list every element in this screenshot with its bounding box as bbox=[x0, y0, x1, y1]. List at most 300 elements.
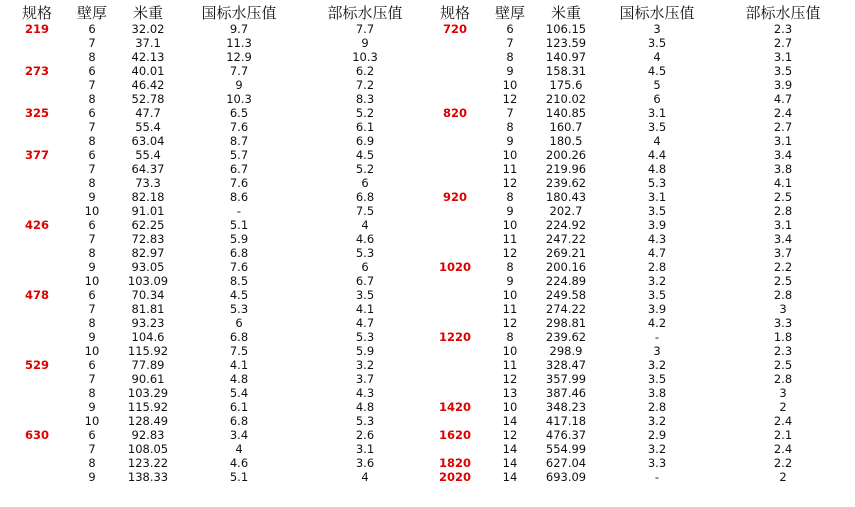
meter-weight-cell: 52.78 bbox=[131, 92, 165, 106]
wall-thickness-cell: 7 bbox=[88, 442, 96, 456]
meter-weight-cell: 103.29 bbox=[127, 386, 169, 400]
national-pressure-cell: 5.3 bbox=[229, 302, 249, 316]
meter-weight-cell: 158.31 bbox=[545, 64, 587, 78]
meter-weight-cell: 115.92 bbox=[127, 400, 169, 414]
ministry-pressure-cell: 3.4 bbox=[773, 148, 793, 162]
meter-weight-cell: 108.05 bbox=[127, 442, 169, 456]
meter-weight-cell: 40.01 bbox=[131, 64, 165, 78]
ministry-pressure-cell: 2.4 bbox=[773, 106, 793, 120]
meter-weight-cell: 693.09 bbox=[545, 470, 587, 484]
ministry-pressure-cell: 7.5 bbox=[355, 204, 375, 218]
meter-weight-cell: 63.04 bbox=[131, 134, 165, 148]
ministry-pressure-cell: 6.1 bbox=[355, 120, 375, 134]
meter-weight-cell: 47.7 bbox=[135, 106, 161, 120]
meter-weight-cell: 55.4 bbox=[135, 148, 161, 162]
meter-weight-cell: 37.1 bbox=[135, 36, 161, 50]
wall-thickness-cell: 9 bbox=[506, 134, 514, 148]
national-pressure-cell: 3.2 bbox=[647, 442, 667, 456]
wall-thickness-cell: 6 bbox=[88, 428, 96, 442]
wall-thickness-cell: 12 bbox=[502, 176, 518, 190]
table-row bbox=[0, 470, 420, 484]
meter-weight-cell: 93.23 bbox=[131, 316, 165, 330]
wall-thickness-cell: 14 bbox=[502, 470, 518, 484]
table-row bbox=[0, 50, 420, 64]
ministry-pressure-cell: 3.7 bbox=[355, 372, 375, 386]
wall-thickness-cell: 8 bbox=[88, 246, 96, 260]
header-ministry-pressure: 部标水压值 bbox=[745, 4, 821, 22]
table-row bbox=[0, 162, 420, 176]
wall-thickness-cell: 6 bbox=[88, 218, 96, 232]
table-row bbox=[418, 358, 855, 372]
ministry-pressure-cell: 5.2 bbox=[355, 106, 375, 120]
ministry-pressure-cell: 4.3 bbox=[355, 386, 375, 400]
ministry-pressure-cell: 3.2 bbox=[355, 358, 375, 372]
meter-weight-cell: 103.09 bbox=[127, 274, 169, 288]
table-row bbox=[0, 190, 420, 204]
ministry-pressure-cell: 2.4 bbox=[773, 442, 793, 456]
meter-weight-cell: 298.81 bbox=[545, 316, 587, 330]
wall-thickness-cell: 14 bbox=[502, 414, 518, 428]
ministry-pressure-cell: 4.7 bbox=[773, 92, 793, 106]
ministry-pressure-cell: 2.2 bbox=[773, 260, 793, 274]
meter-weight-cell: 160.7 bbox=[549, 120, 583, 134]
national-pressure-cell: 4.5 bbox=[229, 288, 249, 302]
table-row bbox=[418, 316, 855, 330]
national-pressure-cell: 3.4 bbox=[229, 428, 249, 442]
national-pressure-cell: 4.4 bbox=[647, 148, 667, 162]
wall-thickness-cell: 8 bbox=[88, 456, 96, 470]
table-row bbox=[0, 92, 420, 106]
national-pressure-cell: 5 bbox=[653, 78, 661, 92]
meter-weight-cell: 104.6 bbox=[131, 330, 165, 344]
ministry-pressure-cell: 2.3 bbox=[773, 22, 793, 36]
table-row bbox=[0, 232, 420, 246]
national-pressure-cell: 6.8 bbox=[229, 246, 249, 260]
meter-weight-cell: 387.46 bbox=[545, 386, 587, 400]
national-pressure-cell: 3.1 bbox=[647, 106, 667, 120]
header-spec: 规格 bbox=[21, 4, 53, 22]
left-header-row bbox=[0, 0, 420, 22]
meter-weight-cell: 32.02 bbox=[131, 22, 165, 36]
meter-weight-cell: 417.18 bbox=[545, 414, 587, 428]
table-row bbox=[0, 442, 420, 456]
table-row bbox=[418, 260, 855, 274]
national-pressure-cell: 3.5 bbox=[647, 288, 667, 302]
wall-thickness-cell: 10 bbox=[502, 288, 518, 302]
wall-thickness-cell: 6 bbox=[506, 22, 514, 36]
table-row bbox=[418, 400, 855, 414]
table-row bbox=[0, 120, 420, 134]
table-row bbox=[0, 316, 420, 330]
table-row bbox=[418, 190, 855, 204]
national-pressure-cell: 11.3 bbox=[226, 36, 252, 50]
ministry-pressure-cell: 2.7 bbox=[773, 120, 793, 134]
meter-weight-cell: 328.47 bbox=[545, 358, 587, 372]
meter-weight-cell: 123.22 bbox=[127, 456, 169, 470]
table-row bbox=[418, 22, 855, 36]
table-row bbox=[0, 456, 420, 470]
meter-weight-cell: 42.13 bbox=[131, 50, 165, 64]
meter-weight-cell: 298.9 bbox=[549, 344, 583, 358]
spec-cell: 325 bbox=[24, 106, 50, 120]
meter-weight-cell: 138.33 bbox=[127, 470, 169, 484]
wall-thickness-cell: 10 bbox=[502, 148, 518, 162]
national-pressure-cell: 3.5 bbox=[647, 36, 667, 50]
meter-weight-cell: 476.37 bbox=[545, 428, 587, 442]
wall-thickness-cell: 9 bbox=[506, 274, 514, 288]
spec-cell: 1420 bbox=[438, 400, 472, 414]
national-pressure-cell: 8.7 bbox=[229, 134, 249, 148]
national-pressure-cell: 2.8 bbox=[647, 260, 667, 274]
table-row bbox=[0, 400, 420, 414]
table-row bbox=[418, 78, 855, 92]
ministry-pressure-cell: 3.8 bbox=[773, 162, 793, 176]
ministry-pressure-cell: 3.6 bbox=[355, 456, 375, 470]
meter-weight-cell: 128.49 bbox=[127, 414, 169, 428]
ministry-pressure-cell: 3.1 bbox=[773, 50, 793, 64]
ministry-pressure-cell: 3 bbox=[779, 386, 787, 400]
table-row bbox=[0, 134, 420, 148]
wall-thickness-cell: 8 bbox=[506, 50, 514, 64]
table-row bbox=[418, 134, 855, 148]
wall-thickness-cell: 9 bbox=[88, 330, 96, 344]
table-row bbox=[418, 470, 855, 484]
spec-cell: 377 bbox=[24, 148, 50, 162]
table-row bbox=[0, 218, 420, 232]
table-row bbox=[0, 372, 420, 386]
meter-weight-cell: 115.92 bbox=[127, 344, 169, 358]
national-pressure-cell: 5.9 bbox=[229, 232, 249, 246]
wall-thickness-cell: 9 bbox=[88, 400, 96, 414]
spec-cell: 1820 bbox=[438, 456, 472, 470]
national-pressure-cell: 7.7 bbox=[229, 64, 249, 78]
national-pressure-cell: 3.2 bbox=[647, 358, 667, 372]
ministry-pressure-cell: 5.3 bbox=[355, 414, 375, 428]
table-row bbox=[0, 274, 420, 288]
national-pressure-cell: 2.8 bbox=[647, 400, 667, 414]
meter-weight-cell: 627.04 bbox=[545, 456, 587, 470]
table-row bbox=[0, 344, 420, 358]
header-meter-weight: 米重 bbox=[132, 4, 164, 22]
spec-cell: 529 bbox=[24, 358, 50, 372]
national-pressure-cell: 7.6 bbox=[229, 176, 249, 190]
ministry-pressure-cell: 3.9 bbox=[773, 78, 793, 92]
national-pressure-cell: 5.1 bbox=[229, 218, 249, 232]
ministry-pressure-cell: 3 bbox=[779, 302, 787, 316]
wall-thickness-cell: 7 bbox=[88, 120, 96, 134]
wall-thickness-cell: 6 bbox=[88, 22, 96, 36]
table-row bbox=[418, 330, 855, 344]
header-national-pressure: 国标水压值 bbox=[201, 4, 277, 22]
ministry-pressure-cell: 6.9 bbox=[355, 134, 375, 148]
table-row bbox=[418, 204, 855, 218]
ministry-pressure-cell: 2.5 bbox=[773, 358, 793, 372]
wall-thickness-cell: 14 bbox=[502, 442, 518, 456]
right-header-row bbox=[418, 0, 855, 22]
spec-cell: 920 bbox=[442, 190, 468, 204]
ministry-pressure-cell: 4.7 bbox=[355, 316, 375, 330]
table-row bbox=[418, 302, 855, 316]
meter-weight-cell: 180.43 bbox=[545, 190, 587, 204]
wall-thickness-cell: 9 bbox=[506, 204, 514, 218]
wall-thickness-cell: 9 bbox=[88, 470, 96, 484]
ministry-pressure-cell: 10.3 bbox=[352, 50, 378, 64]
table-row bbox=[0, 106, 420, 120]
ministry-pressure-cell: 5.9 bbox=[355, 344, 375, 358]
national-pressure-cell: 3.1 bbox=[647, 190, 667, 204]
ministry-pressure-cell: 7.7 bbox=[355, 22, 375, 36]
ministry-pressure-cell: 6 bbox=[361, 176, 369, 190]
wall-thickness-cell: 8 bbox=[88, 316, 96, 330]
wall-thickness-cell: 10 bbox=[502, 344, 518, 358]
wall-thickness-cell: 8 bbox=[88, 134, 96, 148]
national-pressure-cell: - bbox=[236, 204, 242, 218]
national-pressure-cell: 10.3 bbox=[226, 92, 252, 106]
wall-thickness-cell: 8 bbox=[506, 330, 514, 344]
wall-thickness-cell: 6 bbox=[88, 148, 96, 162]
ministry-pressure-cell: 4.6 bbox=[355, 232, 375, 246]
national-pressure-cell: 4.2 bbox=[647, 316, 667, 330]
national-pressure-cell: 4.3 bbox=[647, 232, 667, 246]
meter-weight-cell: 348.23 bbox=[545, 400, 587, 414]
wall-thickness-cell: 7 bbox=[88, 302, 96, 316]
ministry-pressure-cell: 3.7 bbox=[773, 246, 793, 260]
ministry-pressure-cell: 2.6 bbox=[355, 428, 375, 442]
ministry-pressure-cell: 2.8 bbox=[773, 288, 793, 302]
spec-cell: 219 bbox=[24, 22, 50, 36]
ministry-pressure-cell: 6 bbox=[361, 260, 369, 274]
table-row bbox=[0, 414, 420, 428]
national-pressure-cell: 3.5 bbox=[647, 372, 667, 386]
table-row bbox=[418, 274, 855, 288]
header-meter-weight: 米重 bbox=[550, 4, 582, 22]
national-pressure-cell: 6 bbox=[653, 92, 661, 106]
meter-weight-cell: 200.26 bbox=[545, 148, 587, 162]
meter-weight-cell: 123.59 bbox=[545, 36, 587, 50]
wall-thickness-cell: 8 bbox=[88, 92, 96, 106]
wall-thickness-cell: 12 bbox=[502, 428, 518, 442]
meter-weight-cell: 70.34 bbox=[131, 288, 165, 302]
ministry-pressure-cell: 9 bbox=[361, 36, 369, 50]
table-row bbox=[418, 148, 855, 162]
national-pressure-cell: 4 bbox=[653, 50, 661, 64]
wall-thickness-cell: 10 bbox=[502, 400, 518, 414]
table-row bbox=[418, 372, 855, 386]
ministry-pressure-cell: 1.8 bbox=[773, 330, 793, 344]
wall-thickness-cell: 12 bbox=[502, 316, 518, 330]
national-pressure-cell: 4.6 bbox=[229, 456, 249, 470]
wall-thickness-cell: 7 bbox=[506, 36, 514, 50]
meter-weight-cell: 46.42 bbox=[131, 78, 165, 92]
table-row bbox=[418, 106, 855, 120]
ministry-pressure-cell: 3.5 bbox=[773, 64, 793, 78]
meter-weight-cell: 269.21 bbox=[545, 246, 587, 260]
table-row bbox=[418, 246, 855, 260]
table-row bbox=[418, 218, 855, 232]
national-pressure-cell: 4 bbox=[653, 134, 661, 148]
wall-thickness-cell: 8 bbox=[88, 176, 96, 190]
ministry-pressure-cell: 3.1 bbox=[773, 134, 793, 148]
wall-thickness-cell: 10 bbox=[84, 204, 100, 218]
table-row bbox=[418, 36, 855, 50]
table-row bbox=[418, 64, 855, 78]
national-pressure-cell: 4.1 bbox=[229, 358, 249, 372]
wall-thickness-cell: 8 bbox=[506, 120, 514, 134]
table-row bbox=[0, 246, 420, 260]
table-row bbox=[0, 288, 420, 302]
ministry-pressure-cell: 2.8 bbox=[773, 372, 793, 386]
meter-weight-cell: 55.4 bbox=[135, 120, 161, 134]
table-row bbox=[0, 204, 420, 218]
national-pressure-cell: 9 bbox=[235, 78, 243, 92]
ministry-pressure-cell: 3.5 bbox=[355, 288, 375, 302]
meter-weight-cell: 91.01 bbox=[131, 204, 165, 218]
meter-weight-cell: 64.37 bbox=[131, 162, 165, 176]
meter-weight-cell: 249.58 bbox=[545, 288, 587, 302]
national-pressure-cell: 3.8 bbox=[647, 386, 667, 400]
national-pressure-cell: 6.5 bbox=[229, 106, 249, 120]
spec-cell: 1020 bbox=[438, 260, 472, 274]
national-pressure-cell: 6.7 bbox=[229, 162, 249, 176]
national-pressure-cell: 3.9 bbox=[647, 218, 667, 232]
ministry-pressure-cell: 3.3 bbox=[773, 316, 793, 330]
ministry-pressure-cell: 7.2 bbox=[355, 78, 375, 92]
ministry-pressure-cell: 2.5 bbox=[773, 190, 793, 204]
national-pressure-cell: 7.6 bbox=[229, 260, 249, 274]
wall-thickness-cell: 6 bbox=[88, 64, 96, 78]
wall-thickness-cell: 7 bbox=[88, 78, 96, 92]
wall-thickness-cell: 14 bbox=[502, 456, 518, 470]
national-pressure-cell: 4 bbox=[235, 442, 243, 456]
national-pressure-cell: 7.6 bbox=[229, 120, 249, 134]
left-table-body bbox=[0, 22, 420, 484]
ministry-pressure-cell: 2.7 bbox=[773, 36, 793, 50]
table-row bbox=[418, 414, 855, 428]
table-row bbox=[418, 288, 855, 302]
national-pressure-cell: 12.9 bbox=[226, 50, 252, 64]
wall-thickness-cell: 7 bbox=[506, 106, 514, 120]
meter-weight-cell: 200.16 bbox=[545, 260, 587, 274]
ministry-pressure-cell: 4.8 bbox=[355, 400, 375, 414]
header-wall-thickness: 壁厚 bbox=[494, 4, 526, 22]
national-pressure-cell: 6.1 bbox=[229, 400, 249, 414]
meter-weight-cell: 175.6 bbox=[549, 78, 583, 92]
meter-weight-cell: 73.3 bbox=[135, 176, 161, 190]
national-pressure-cell: 3.3 bbox=[647, 456, 667, 470]
table-row bbox=[418, 120, 855, 134]
ministry-pressure-cell: 5.2 bbox=[355, 162, 375, 176]
table-row bbox=[418, 456, 855, 470]
national-pressure-cell: 3.5 bbox=[647, 120, 667, 134]
national-pressure-cell: 5.7 bbox=[229, 148, 249, 162]
national-pressure-cell: 8.5 bbox=[229, 274, 249, 288]
ministry-pressure-cell: 2.3 bbox=[773, 344, 793, 358]
meter-weight-cell: 62.25 bbox=[131, 218, 165, 232]
ministry-pressure-cell: 6.7 bbox=[355, 274, 375, 288]
wall-thickness-cell: 11 bbox=[502, 302, 518, 316]
table-row bbox=[418, 176, 855, 190]
wall-thickness-cell: 10 bbox=[84, 344, 100, 358]
table-row bbox=[0, 176, 420, 190]
national-pressure-cell: 4.5 bbox=[647, 64, 667, 78]
spec-cell: 1220 bbox=[438, 330, 472, 344]
meter-weight-cell: 140.97 bbox=[545, 50, 587, 64]
meter-weight-cell: 219.96 bbox=[545, 162, 587, 176]
ministry-pressure-cell: 6.8 bbox=[355, 190, 375, 204]
spec-cell: 720 bbox=[442, 22, 468, 36]
ministry-pressure-cell: 5.3 bbox=[355, 246, 375, 260]
ministry-pressure-cell: 2.5 bbox=[773, 274, 793, 288]
wall-thickness-cell: 8 bbox=[88, 50, 96, 64]
table-row bbox=[0, 386, 420, 400]
table-row bbox=[418, 162, 855, 176]
left-table bbox=[0, 0, 420, 484]
ministry-pressure-cell: 4 bbox=[361, 218, 369, 232]
meter-weight-cell: 81.81 bbox=[131, 302, 165, 316]
national-pressure-cell: - bbox=[654, 470, 660, 484]
table-row bbox=[418, 442, 855, 456]
ministry-pressure-cell: 3.4 bbox=[773, 232, 793, 246]
meter-weight-cell: 224.92 bbox=[545, 218, 587, 232]
meter-weight-cell: 106.15 bbox=[545, 22, 587, 36]
national-pressure-cell: 3.2 bbox=[647, 274, 667, 288]
national-pressure-cell: 6.8 bbox=[229, 330, 249, 344]
spec-cell: 273 bbox=[24, 64, 50, 78]
spec-cell: 426 bbox=[24, 218, 50, 232]
wall-thickness-cell: 11 bbox=[502, 232, 518, 246]
wall-thickness-cell: 8 bbox=[506, 190, 514, 204]
right-table bbox=[418, 0, 855, 484]
ministry-pressure-cell: 2.4 bbox=[773, 414, 793, 428]
header-spec: 规格 bbox=[439, 4, 471, 22]
spec-cell: 820 bbox=[442, 106, 468, 120]
meter-weight-cell: 274.22 bbox=[545, 302, 587, 316]
table-row bbox=[418, 386, 855, 400]
spec-cell: 630 bbox=[24, 428, 50, 442]
table-row bbox=[0, 302, 420, 316]
meter-weight-cell: 90.61 bbox=[131, 372, 165, 386]
table-row bbox=[0, 78, 420, 92]
table-row bbox=[418, 92, 855, 106]
spec-cell: 1620 bbox=[438, 428, 472, 442]
wall-thickness-cell: 10 bbox=[502, 218, 518, 232]
meter-weight-cell: 93.05 bbox=[131, 260, 165, 274]
ministry-pressure-cell: 8.3 bbox=[355, 92, 375, 106]
meter-weight-cell: 210.02 bbox=[545, 92, 587, 106]
meter-weight-cell: 247.22 bbox=[545, 232, 587, 246]
national-pressure-cell: 4.7 bbox=[647, 246, 667, 260]
meter-weight-cell: 92.83 bbox=[131, 428, 165, 442]
meter-weight-cell: 202.7 bbox=[549, 204, 583, 218]
spec-cell: 478 bbox=[24, 288, 50, 302]
table-row bbox=[0, 358, 420, 372]
wall-thickness-cell: 10 bbox=[502, 78, 518, 92]
meter-weight-cell: 140.85 bbox=[545, 106, 587, 120]
wall-thickness-cell: 6 bbox=[88, 288, 96, 302]
meter-weight-cell: 224.89 bbox=[545, 274, 587, 288]
meter-weight-cell: 554.99 bbox=[545, 442, 587, 456]
ministry-pressure-cell: 6.2 bbox=[355, 64, 375, 78]
table-row bbox=[0, 22, 420, 36]
ministry-pressure-cell: 4 bbox=[361, 470, 369, 484]
national-pressure-cell: 3.9 bbox=[647, 302, 667, 316]
wall-thickness-cell: 12 bbox=[502, 92, 518, 106]
meter-weight-cell: 180.5 bbox=[549, 134, 583, 148]
ministry-pressure-cell: 2.1 bbox=[773, 428, 793, 442]
table-row bbox=[0, 64, 420, 78]
national-pressure-cell: 2.9 bbox=[647, 428, 667, 442]
meter-weight-cell: 357.99 bbox=[545, 372, 587, 386]
